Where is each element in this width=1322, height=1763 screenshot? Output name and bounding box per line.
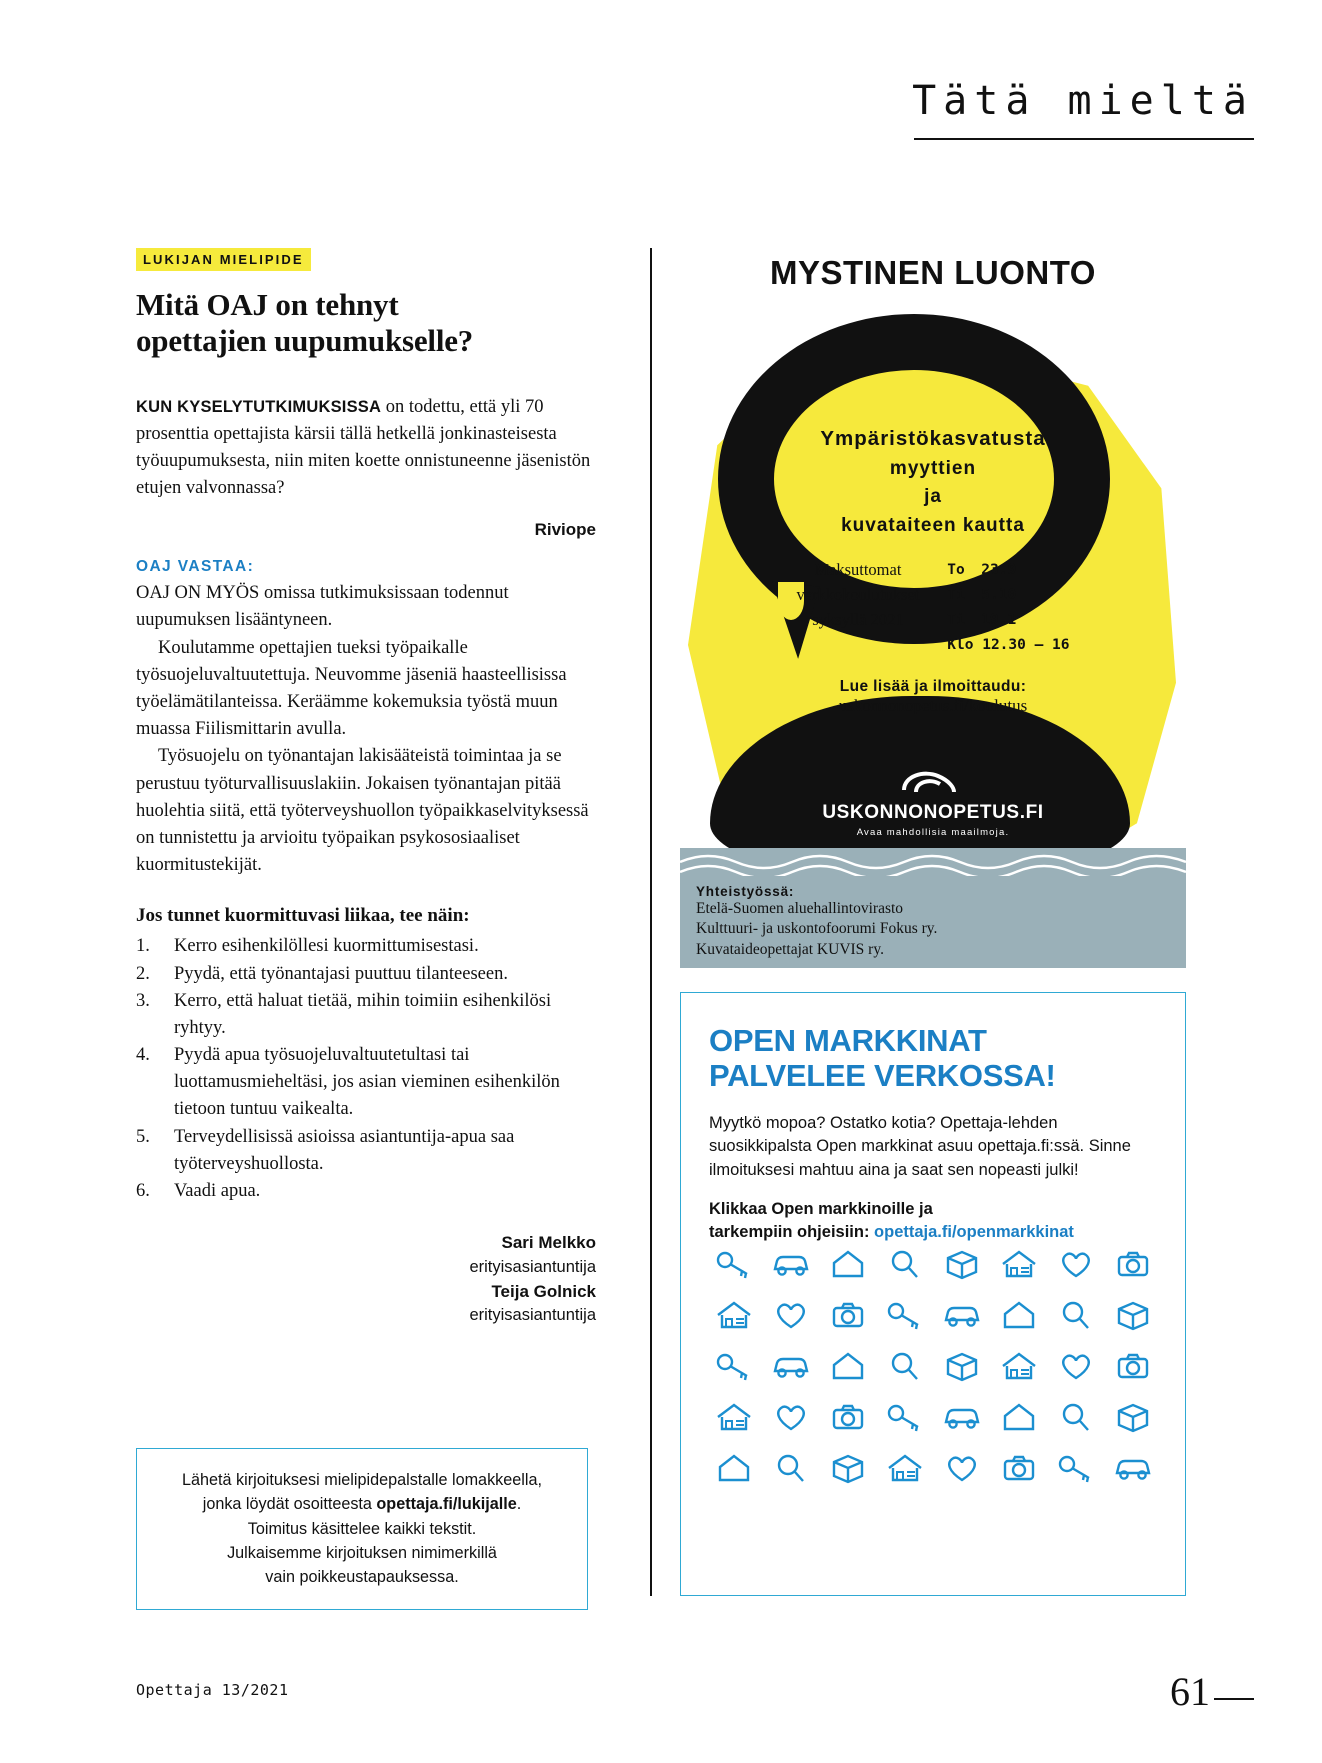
magnifier-icon [880, 1345, 930, 1387]
article-intro [136, 394, 596, 503]
steps-heading: Jos tunnet kuormittuvasi liikaa, tee näin: [136, 905, 470, 927]
ad2-cta[interactable] [709, 1198, 1157, 1245]
list-item-text: Vaadi apua. [174, 1181, 261, 1202]
list-item [136, 961, 596, 988]
reader-signature: Riviope [534, 520, 596, 540]
list-item-text: Pyydä apua työsuojeluvaltuutetultasi tai luottamusmieheltäsi, jos asian vieminen esihenkilön tietoon tuntuu vaikealta. [174, 1045, 560, 1120]
house-icon [994, 1396, 1044, 1438]
submission-note-box [136, 1448, 588, 1610]
ad-readmore-url[interactable]: uskonnonopetus.fi/koulutus [838, 696, 1028, 715]
note-line-5: vain poikkeustapauksessa. [265, 1568, 459, 1587]
list-item [136, 1178, 596, 1205]
key-icon [709, 1243, 759, 1285]
list-item [136, 988, 596, 1042]
list-item-number: 2. [136, 963, 150, 984]
answer-paragraph-2: Koulutamme opettajien tueksi työpaikalle työsuojeluvaltuutettuja. Neuvomme jäseniä haasteellisissa työelämätilanteissa. Keräämme kokemuksia työstä muun muassa Fiilismittarin avulla. [136, 637, 567, 740]
ad-readmore[interactable] [680, 678, 1186, 716]
house-icon [709, 1447, 759, 1489]
ad-artwork [680, 306, 1186, 906]
list-item [136, 1124, 596, 1178]
ad2-body-text: Myytkö mopoa? Ostatko kotia? Opettaja-lehden suosikkipalsta Open markkinat asuu opettaja.fi:ssä. Sinne ilmoituksesi mahtuu aina ja saat sen nopeasti julki! [709, 1113, 1131, 1179]
course-date-row [947, 558, 1069, 583]
cottage-icon [880, 1447, 930, 1489]
ad-partner-item: Etelä-Suomen aluehallintovirasto [696, 900, 904, 917]
list-item-number: 6. [136, 1181, 150, 1202]
page-number-rule [1214, 1698, 1254, 1700]
footer-page-number [1170, 1668, 1254, 1715]
list-item-text: Kerro esihenkilöllesi kuormittumisestasi. [174, 936, 479, 957]
ad-course-dates [947, 558, 1069, 658]
author-role: erityisasiantuntija [469, 1306, 596, 1325]
house-icon [994, 1294, 1044, 1336]
footer-issue: Opettaja 13/2021 [136, 1681, 289, 1699]
article-column [136, 248, 596, 1328]
camera-icon [994, 1447, 1044, 1489]
page-number: 61 [1170, 1669, 1210, 1714]
headline-line-2: opettajien uupumukselle? [136, 323, 474, 359]
ad-course-info [680, 558, 1186, 658]
list-item-text: Pyydä, että työnantajasi puuttuu tilanteeseen. [174, 963, 508, 984]
author-name: Sari Melkko [501, 1233, 596, 1253]
ad-partners-label: Yhteistyössä: [696, 884, 795, 899]
course-date: 5.10 [981, 586, 1017, 603]
author-name: Teija Golnick [491, 1281, 596, 1301]
list-item-number: 4. [136, 1045, 150, 1066]
course-day: To [947, 562, 965, 578]
author-signature [136, 1231, 596, 1328]
magnifier-icon [880, 1243, 930, 1285]
heart-icon [1051, 1345, 1101, 1387]
box-icon [937, 1345, 987, 1387]
course-label-line-1: Maksuttomat [814, 560, 902, 579]
ad2-cta-prefix: tarkempiin ohjeisiin: [709, 1223, 875, 1242]
course-label-line-2: verkkokoulutukset [796, 584, 920, 604]
note-url: opettaja.fi/lukijalle [376, 1495, 517, 1514]
key-icon [709, 1345, 759, 1387]
page-header [634, 78, 1254, 140]
course-date: 19.1 [981, 611, 1017, 628]
course-date: 23.9 [981, 562, 1017, 578]
heart-icon [766, 1294, 816, 1336]
ad2-icon-grid [709, 1243, 1159, 1489]
cottage-icon [709, 1396, 759, 1438]
note-line-4: Julkaisemme kirjoituksen nimimerkillä [227, 1543, 497, 1562]
heart-icon [766, 1396, 816, 1438]
article-body [136, 580, 596, 879]
column-divider [650, 248, 652, 1596]
course-date-row [947, 583, 1069, 608]
car-icon [937, 1294, 987, 1336]
list-item-text: Terveydellisissä asioissa asiantuntija-apua saa työterveyshuollosta. [174, 1126, 515, 1174]
ad-subtitle-line-1: Ympäristökasvatusta [820, 427, 1046, 450]
article-kicker: LUKIJAN MIELIPIDE [136, 248, 311, 271]
course-day: Ti [947, 611, 965, 628]
ad-partners [680, 876, 1186, 968]
wave-divider [680, 848, 1186, 876]
logo-name: USKONNONOPETUS.FI [822, 802, 1044, 823]
car-icon [766, 1345, 816, 1387]
box-icon [823, 1447, 873, 1489]
cottage-icon [994, 1243, 1044, 1285]
page-title: Tätä mieltä [912, 78, 1254, 124]
camera-icon [823, 1294, 873, 1336]
ad-partner-item: Kuvataideopettajat KUVIS ry. [696, 940, 884, 958]
course-date-row [947, 608, 1069, 633]
magnifier-icon [766, 1447, 816, 1489]
ad2-cta-line-2 [709, 1221, 1157, 1244]
ad-open-markkinat[interactable] [680, 992, 1186, 1596]
headline-line-1: Mitä OAJ on tehnyt [136, 287, 399, 322]
answer-lead: OAJ ON MYÖS [136, 583, 260, 604]
note-line-1: Lähetä kirjoituksesi mielipidepalstalle lomakkeella, [182, 1471, 542, 1489]
list-item-text: Kerro, että haluat tietää, mihin toimiin esihenkilösi ryhtyy. [174, 990, 552, 1038]
ad2-title [709, 1023, 1157, 1094]
camera-icon [1108, 1243, 1158, 1285]
course-time: Klo 12.30 – 16 [947, 636, 1070, 653]
ad-course-label [796, 558, 919, 658]
box-icon [1108, 1294, 1158, 1336]
house-icon [823, 1345, 873, 1387]
list-item-number: 5. [136, 1126, 150, 1147]
answer-paragraph-1 [136, 580, 596, 634]
ad-readmore-label: Lue lisää ja ilmoittaudu: [839, 678, 1027, 695]
list-item-number: 3. [136, 990, 150, 1011]
box-icon [937, 1243, 987, 1285]
intro-rest: on todettu, että yli 70 prosenttia opettajista kärsii tällä hetkellä jonkinasteisesta työuupumuksesta, niin miten koette onnistuneenne jäsenistön etujen valvonnassa? [136, 396, 591, 499]
magnifier-icon [1051, 1396, 1101, 1438]
ad-subtitle-line-3: ja [924, 486, 942, 508]
header-rule [914, 138, 1254, 140]
list-item [136, 1042, 596, 1124]
note-line-2 [155, 1492, 569, 1516]
note-line-3: Toimitus käsittelee kaikki tekstit. [247, 1519, 477, 1538]
ad-title: MYSTINEN LUONTO [770, 254, 1096, 291]
ad-partner-item: Kulttuuri- ja uskontofoorumi Fokus ry. [696, 920, 938, 938]
car-icon [1108, 1447, 1158, 1489]
answer-paragraph-3: Työsuojelu on työnantajan lakisääteistä toimintaa ja se perustuu työturvallisuuslakiin. Jokaisen työnantajan pitää huolehtia siitä, että työterveyshuollon työpaikkaselvityksessä on tunnistettu ja arvioitu työpaikan psykososiaaliset kuormitustekijät. [136, 746, 589, 876]
heart-icon [937, 1447, 987, 1489]
logo-mark-icon [680, 768, 1186, 799]
heart-icon [1051, 1243, 1101, 1285]
ad2-cta-line-1: Klikkaa Open markkinoille ja [709, 1199, 933, 1218]
key-icon [1051, 1447, 1101, 1489]
ad-subtitle-line-2: myyttien [889, 457, 977, 479]
key-icon [880, 1294, 930, 1336]
course-day: Ti [947, 586, 965, 603]
cottage-icon [994, 1345, 1044, 1387]
course-label-line-3: syksyllä 2021 [812, 609, 904, 629]
camera-icon [1108, 1345, 1158, 1387]
list-item [136, 933, 596, 960]
key-icon [880, 1396, 930, 1438]
ad-logo [680, 768, 1186, 838]
logo-slogan: Avaa mahdollisia maailmoja. [856, 827, 1010, 838]
camera-icon [823, 1396, 873, 1438]
ad-subtitle [680, 424, 1186, 540]
list-item-number: 1. [136, 936, 150, 957]
house-icon [823, 1243, 873, 1285]
ad2-title-line-1: OPEN MARKKINAT [709, 1023, 987, 1058]
ad-subtitle-line-4: kuvataiteen kautta [841, 514, 1025, 536]
intro-lead: KUN KYSELYTUTKIMUKSISSA [136, 397, 382, 416]
author-role: erityisasiantuntija [469, 1257, 596, 1276]
ad-mystinen-luonto[interactable] [680, 248, 1186, 968]
steps-list [136, 933, 596, 1205]
answer-rest: omissa tutkimuksissaan todennut uupumuksen lisääntyneen. [136, 583, 509, 631]
car-icon [766, 1243, 816, 1285]
box-icon [1108, 1396, 1158, 1438]
answer-label: OAJ VASTAA: [136, 558, 255, 576]
ad2-title-line-2: PALVELEE VERKOSSA! [709, 1058, 1056, 1094]
magnifier-icon [1051, 1294, 1101, 1336]
note-line-2-pre: jonka löydät osoitteesta [202, 1495, 377, 1514]
note-line-2-post: . [516, 1495, 522, 1514]
ad2-cta-link[interactable]: opettaja.fi/openmarkkinat [874, 1223, 1074, 1242]
car-icon [937, 1396, 987, 1438]
cottage-icon [709, 1294, 759, 1336]
article-headline [136, 287, 596, 360]
